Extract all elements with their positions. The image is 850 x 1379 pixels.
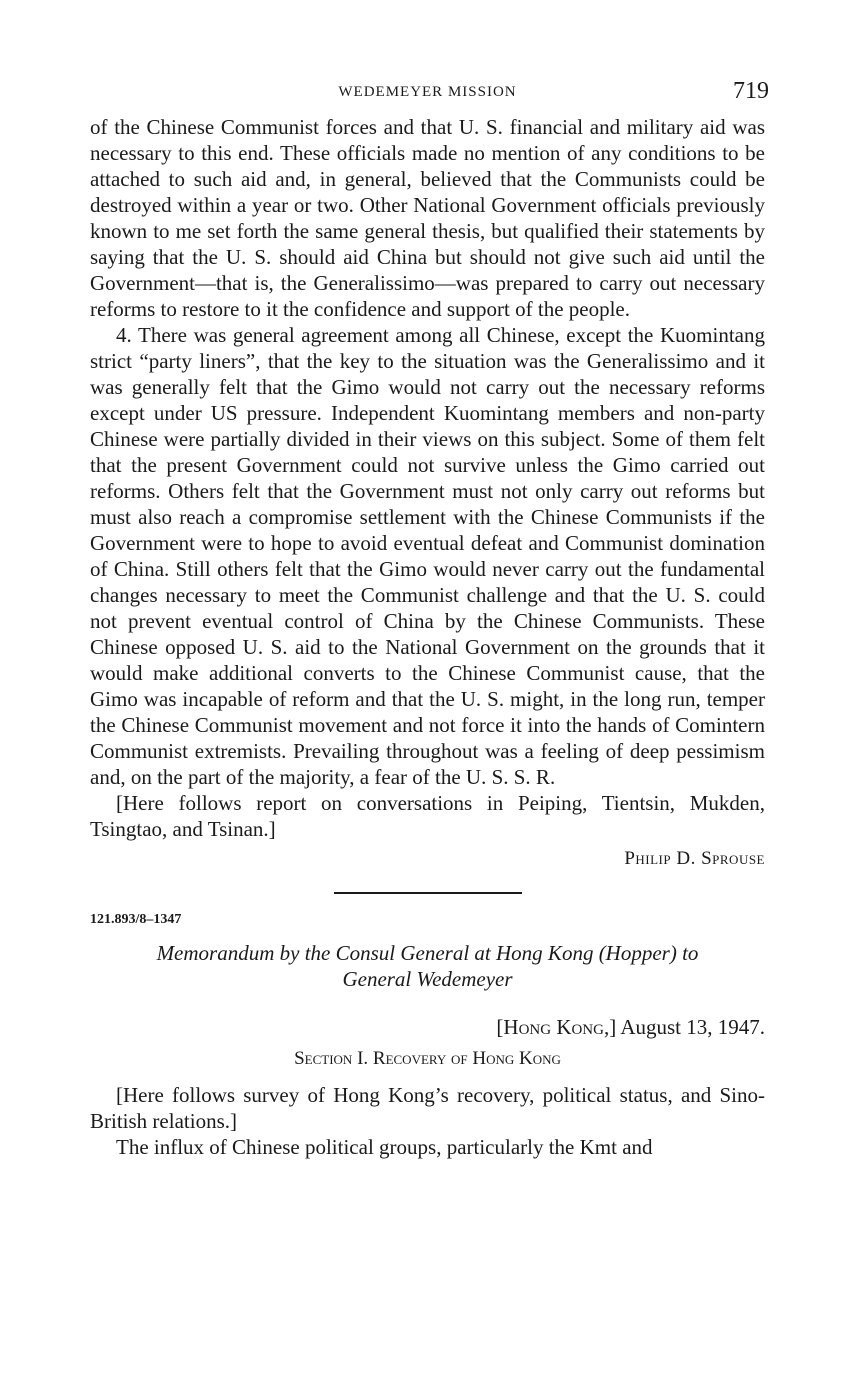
- dateline-place: [Hong Kong,]: [496, 1015, 617, 1039]
- paragraph-influx: The influx of Chinese political groups, particularly the Kmt and: [116, 1135, 653, 1159]
- document-page: [90, 78, 769, 1160]
- running-head: [90, 78, 769, 114]
- paragraph-editorial-note-2: [Here follows survey of Hong Kong’s recovery, political status, and Sino-British relations.]: [90, 1083, 765, 1133]
- file-number: 121.893/8–1347: [90, 912, 182, 927]
- dateline: [90, 1014, 765, 1040]
- paragraph-point-4: 4. There was general agreement among all Chinese, except the Kuomintang strict “party liners”, that the key to the situation was the Generalissimo and it was generally felt that the Gimo would not carry out the necessary reforms except under US pressure. Independent Kuomintang members and non-party Chinese were partially divided in their views on this subject. Some of them felt that the present Government could not survive unless the Gimo carried out reforms. Others felt that the Government must not only carry out reforms but must also reach a compromise settlement with the Chinese Communists if the Government were to hope to avoid eventual defeat and Communist domination of China. Still others felt that the Gimo would never carry out the fundamental changes necessary to meet the Communist challenge and that the U. S. could not prevent eventual control of China by the Chinese Communists. These Chinese opposed U. S. aid to the National Government on the grounds that it would make additional converts to the Chinese Communist cause, that the Gimo was incapable of reform and that the U. S. might, in the long run, temper the Chinese Communist movement and not force it into the hands of Comintern Communist extremists. Prevailing throughout was a feeling of deep pessimism and, on the part of the majority, a fear of the U. S. S. R.: [90, 323, 765, 789]
- running-title: WEDEMEYER MISSION: [338, 84, 517, 100]
- document-title-line-1: Memorandum by the Consul General at Hong Kong (Hopper) to: [156, 941, 699, 965]
- section-divider: [334, 892, 522, 894]
- section-heading: Section I. Recovery of Hong Kong: [294, 1048, 561, 1069]
- document-title-line-2: General Wedemeyer: [342, 967, 513, 991]
- memorandum-body: [90, 1082, 765, 1160]
- dateline-date: August 13, 1947.: [620, 1015, 765, 1039]
- paragraph-continuation: of the Chinese Communist forces and that U. S. financial and military aid was necessary to this end. These officials made no mention of any conditions to be attached to such aid and, in general, believed that the Communists could be destroyed within a year or two. Other National Government officials previously known to me set forth the same general thesis, but qualified their statements by saying that the U. S. should aid China but should not give such aid until the Government—that is, the Generalissimo—was prepared to carry out necessary reforms to restore to it the confidence and support of the people.: [90, 115, 765, 321]
- page-number: 719: [733, 78, 769, 104]
- report-body: [90, 114, 765, 842]
- paragraph-editorial-note: [Here follows report on conversations in Peiping, Tientsin, Mukden, Tsingtao, and Tsinan.]: [90, 791, 765, 841]
- signature: Philip D. Sprouse: [624, 848, 765, 869]
- document-title: [90, 940, 765, 992]
